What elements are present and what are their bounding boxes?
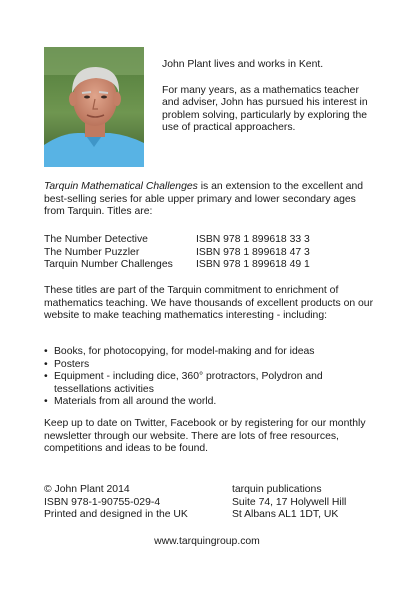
publisher-address-line-2: St Albans AL1 1DT, UK <box>232 509 339 521</box>
printed-line: Printed and designed in the UK <box>44 509 188 521</box>
author-photo <box>44 47 144 167</box>
list-item-text: Books, for photocopying, for model-making and for ideas <box>54 346 315 357</box>
title-isbn: ISBN 978 1 899618 33 3 <box>196 234 310 245</box>
list-item <box>44 371 374 396</box>
bullet-mark: • <box>44 396 48 408</box>
footer-publisher-info <box>232 484 382 522</box>
list-item <box>44 396 374 409</box>
titles-list <box>44 234 374 272</box>
website-url: www.tarquingroup.com <box>154 536 260 547</box>
title-row <box>44 259 374 272</box>
author-bio <box>162 59 372 148</box>
bullet-mark: • <box>44 346 48 357</box>
list-item <box>44 346 374 359</box>
footer-book-info <box>44 484 214 522</box>
series-description: is an extension to the excellent and best-selling series for able upper primary and lower secondary ages from Tarquin. Titles are: <box>44 181 364 218</box>
title-row <box>44 234 374 247</box>
title-isbn: ISBN 978 1 899618 47 3 <box>196 246 310 258</box>
commitment-paragraph: These titles are part of the Tarquin commitment to enrichment of mathematics teaching. We have thousands of excellent products on our website to make teaching mathematics interesting - including: <box>44 285 374 322</box>
isbn-line: ISBN 978-1-90755-029-4 <box>44 496 161 508</box>
list-item-text: Equipment - including dice, 360° protractors, Polydron and tessellations activities <box>54 371 323 395</box>
publisher-address-line-1: Suite 74, 17 Holywell Hill <box>232 496 347 508</box>
series-intro <box>44 181 374 219</box>
bullet-mark: • <box>44 358 48 370</box>
title-name: The Number Detective <box>44 234 148 245</box>
title-name: Tarquin Number Challenges <box>44 259 173 271</box>
bullet-mark: • <box>44 371 48 383</box>
copyright-line: © John Plant 2014 <box>44 484 130 495</box>
publisher-name: tarquin publications <box>232 484 322 495</box>
list-item <box>44 359 374 372</box>
title-row <box>44 247 374 260</box>
products-list <box>44 346 374 409</box>
bio-career: For many years, as a mathematics teacher and adviser, John has pursued his interest in problem solving, particularly by exploring the use of practical approachers. <box>162 84 368 134</box>
bio-location: John Plant lives and works in Kent. <box>162 59 324 70</box>
author-portrait-image <box>44 47 144 167</box>
list-item-text: Materials from all around the world. <box>54 396 217 408</box>
newsletter-paragraph: Keep up to date on Twitter, Facebook or by registering for our monthly newsletter through our website. There are lots of free resources, competitions and ideas to be found. <box>44 418 366 455</box>
title-isbn: ISBN 978 1 899618 49 1 <box>196 259 310 271</box>
title-name: The Number Puzzler <box>44 246 140 258</box>
series-name: Tarquin Mathematical Challenges <box>44 181 198 192</box>
list-item-text: Posters <box>54 358 90 370</box>
